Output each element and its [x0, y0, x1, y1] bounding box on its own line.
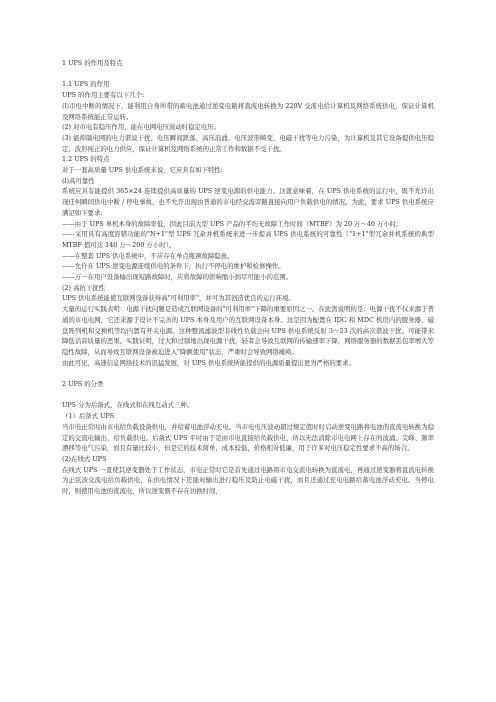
subsection-heading: 1.1 UPS 的作用: [62, 80, 110, 89]
paragraph: 在线式 UPS 一直使其逆变器处于工作状态，市电正常时它是首先通过电路将市电交流电转换为直流电，再通过逆变器将直流电转换为正弦波交流电给负载供电，在供电情况下还能对输出进行稳压及防止电磁干扰，而且还通过充电电路给蓄电池浮动充电。当停电时，则使用电池的直流电，所以逆变器不存在切换时间，: [62, 465, 434, 496]
paragraph: （1）后备式 UPS: [62, 412, 115, 421]
paragraph: UPS 分为后备式、在线式和在线互动式三种。: [62, 401, 194, 410]
blank-line: [62, 390, 434, 401]
subsection-heading: 1.2 UPS 的特点: [62, 155, 110, 164]
blank-line: [62, 368, 434, 379]
paragraph: (2) 对市电有稳压作用，能在电网电压波动时稳定电压。: [62, 123, 221, 132]
paragraph: (3) 能抑制电网的电力谐波干扰、电压瞬间跌落、高压浪涌、电压波形畸变、电磁干扰等电力污染，为计算机及其它设备提供电压稳定、波形纯正的电力供应，保证计算机及网络系统的正常工作和数据不受干扰。: [62, 133, 434, 153]
paragraph: (l)市电中断的情况下，能利用自身所带的蓄电池通过逆变电路将直流电转换为 220V 交流电给计算机及网络系统供电，保证计算机及网络系统能正常运转。: [62, 101, 434, 121]
document-page: [62, 58, 434, 497]
paragraph: 由此可见，高速信息网络技术的迅猛发展，对 UPS 供电系统所能提供的电源质量提出更为严格的要求。: [62, 358, 355, 367]
paragraph: (2) 高抗干扰性: [62, 283, 106, 292]
section-heading: 1 UPS 的作用及特点: [62, 59, 123, 67]
paragraph: (2)在线式 UPS: [62, 454, 107, 463]
paragraph: ——在整套 UPS 供电系统中，不应存在单点瓶颈故障隐患。: [62, 251, 234, 260]
paragraph: 大量的运行实践表明：电源干扰问题是造成互联网设备的"可利用率"下降的重要原因之一。在此需说明的是：电源干扰不仅来源于普通的市电电网，它还来源于设计不完善的 UPS 本身及用户的互联网设备本身。这是因为配置在 IDC 和 MDC 机房内的服务器、磁盘阵列机和交换机等均内置有开关电源。这种整流滤波型非线性负载会向 UPS 供电系统反射 3～23 次的高次谐波干扰。可能带来降低话音质量的恶果。实践证明，过大和过频地出现电源干扰，轻者会导致互联网的传输速率下降，网络服务器的数据丢包率增大等隐性故障，从而导致互联网设备被迫进入"降额使用"状态，严重时会导致网络瘫痪。: [62, 305, 434, 356]
paragraph: 系统应具有能提供 365×24 连续提供高质量的 UPS 逆变电源的供电能力。这就意味着，在 UPS 供电系统的运行中，既不允许出现任何瞬间供电中断 / 停电事故，也不允许出现由普通的市电经交流旁路直接向用户负载供电的情况。为此，要求 UPS 供电系统应满足如下要求:: [62, 187, 434, 217]
paragraph: UPS 的作用主要有以下几个:: [62, 91, 145, 100]
paragraph: ——采用具有高度容错功能的"N+1"型 UPS 冗余并机系统来进一步提高 UPS 供电系统的可靠性（"1+1"型冗余并机系统的典型 MTBF 值可达 140 万～200 万小时）。: [62, 230, 434, 249]
blank-line: [62, 69, 434, 80]
paragraph: UPS 供电系统能使互联网设备获得高"可利用率"，并可为其创造优良的运行环境。: [62, 294, 295, 303]
paragraph: 当市电正常时由市电给负载设备供电，并给蓄电池浮动充电。当市电电压波动超过规定值时时启动逆变电路将电池的直流电转换为稳定的交流电输出，给负载供电。后备式 UPS 平时由于是由市电直接给负载供电，所以无法消除市电电网上存在的波涌、尖峰、频率漂移等电气污染，而且有量比较小，但是它的技术简单，成本较低，价格相对低廉，用于许多对电压稳定性要求不高的场合。: [62, 422, 434, 453]
paragraph: ——由于 UPS 单机本身的故障率低，因此目前大型 UPS 产品的平均无故障工作时间（MTBF）为 20 万～40 万小时。: [62, 219, 403, 228]
paragraph: 对于一套高质量 UPS 供电系统来说，它应具有如下特性:: [62, 166, 223, 175]
section-heading: 2 UPS 的分类: [62, 380, 104, 389]
paragraph: ——允许在 UPS 逆变电源连续供电的条件下，执行不停电的维护和检修操作。: [62, 262, 285, 271]
paragraph: ——万一在用户设备输出现短路故障时，应将故障的影响缩小到尽可能小的范围。: [62, 273, 293, 282]
paragraph: (l)高可靠性: [62, 176, 95, 185]
